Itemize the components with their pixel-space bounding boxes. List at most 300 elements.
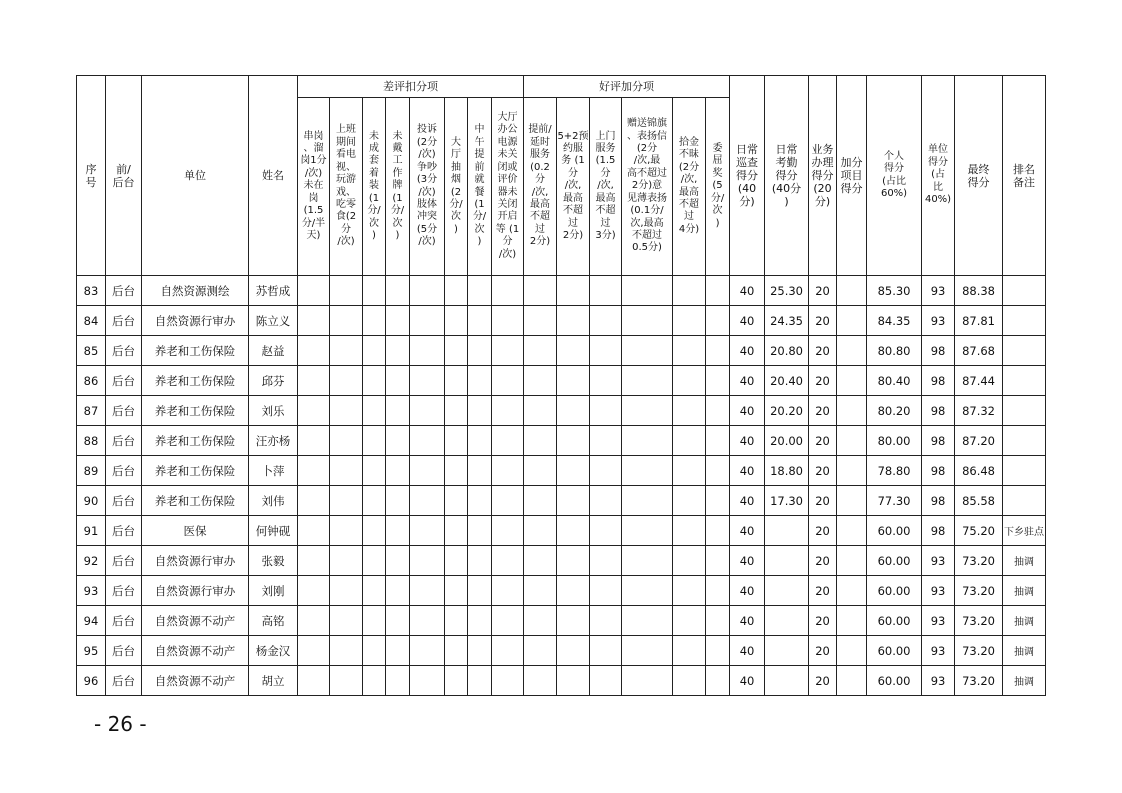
header-bonus: 加分 项目 得分: [837, 76, 867, 276]
table-row: [77, 426, 1046, 456]
empty-cell: [622, 426, 673, 456]
row-side: 后台: [106, 576, 142, 606]
row-final: 87.68: [955, 336, 1003, 366]
row-remark: 抽调: [1003, 546, 1046, 576]
row-seq: 93: [77, 576, 106, 606]
row-remark: 抽调: [1003, 666, 1046, 696]
table-row: [77, 276, 1046, 306]
empty-cell: [673, 666, 706, 696]
empty-cell: [557, 576, 590, 606]
row-personal: 85.30: [867, 276, 922, 306]
empty-cell: [622, 546, 673, 576]
row-unit: 自然资源不动产: [142, 666, 249, 696]
empty-cell: [363, 516, 386, 546]
row-name: 陈立义: [249, 306, 298, 336]
row-attendance: [765, 546, 809, 576]
empty-cell: [330, 546, 363, 576]
empty-cell: [673, 366, 706, 396]
empty-cell: [622, 456, 673, 486]
table-row: [77, 366, 1046, 396]
header-group-bad: 差评扣分项: [298, 76, 524, 98]
row-patrol: 40: [730, 666, 765, 696]
empty-cell: [673, 396, 706, 426]
row-remark: 抽调: [1003, 576, 1046, 606]
row-side: 后台: [106, 366, 142, 396]
empty-cell: [363, 546, 386, 576]
row-final: 73.20: [955, 666, 1003, 696]
row-name: 苏哲成: [249, 276, 298, 306]
empty-cell: [673, 276, 706, 306]
row-name: 杨金汉: [249, 636, 298, 666]
row-unit-score: 98: [922, 366, 955, 396]
empty-cell: [557, 276, 590, 306]
header-bad-item: 上班 期间 看电 视、 玩游 戏、 吃零 食(2 分 /次): [330, 98, 363, 276]
empty-cell: [468, 606, 492, 636]
row-remark: 下乡驻点: [1003, 516, 1046, 546]
header-patrol: 日常 巡查 得分 (40 分): [730, 76, 765, 276]
empty-cell: [410, 366, 445, 396]
empty-cell: [445, 486, 468, 516]
empty-cell: [468, 366, 492, 396]
empty-cell: [445, 606, 468, 636]
empty-cell: [622, 636, 673, 666]
row-business: 20: [809, 336, 837, 366]
empty-cell: [330, 306, 363, 336]
row-patrol: 40: [730, 276, 765, 306]
row-personal: 80.80: [867, 336, 922, 366]
row-personal: 77.30: [867, 486, 922, 516]
empty-cell: [298, 426, 330, 456]
row-name: 刘乐: [249, 396, 298, 426]
row-name: 刘伟: [249, 486, 298, 516]
header-business: 业务 办理 得分 (20 分): [809, 76, 837, 276]
empty-cell: [330, 366, 363, 396]
row-final: 87.32: [955, 396, 1003, 426]
empty-cell: [386, 636, 410, 666]
row-patrol: 40: [730, 426, 765, 456]
row-unit-score: 98: [922, 486, 955, 516]
empty-cell: [386, 486, 410, 516]
empty-cell: [468, 666, 492, 696]
header-bad-item: 未 成 套 着 装 (1 分/ 次 ): [363, 98, 386, 276]
empty-cell: [330, 426, 363, 456]
empty-cell: [410, 456, 445, 486]
empty-cell: [330, 486, 363, 516]
empty-cell: [298, 576, 330, 606]
empty-cell: [837, 306, 867, 336]
empty-cell: [622, 336, 673, 366]
empty-cell: [445, 666, 468, 696]
row-name: 赵益: [249, 336, 298, 366]
table-row: [77, 606, 1046, 636]
empty-cell: [622, 276, 673, 306]
empty-cell: [673, 636, 706, 666]
row-business: 20: [809, 366, 837, 396]
empty-cell: [468, 516, 492, 546]
row-side: 后台: [106, 276, 142, 306]
empty-cell: [706, 276, 730, 306]
empty-cell: [706, 516, 730, 546]
row-name: 汪亦杨: [249, 426, 298, 456]
header-bad-item: 串岗 、溜 岗1分 /次) 未在 岗 (1.5 分/半 天): [298, 98, 330, 276]
row-unit: 自然资源行审办: [142, 306, 249, 336]
row-personal: 60.00: [867, 546, 922, 576]
row-final: 73.20: [955, 636, 1003, 666]
row-attendance: 18.80: [765, 456, 809, 486]
empty-cell: [492, 366, 524, 396]
empty-cell: [590, 606, 622, 636]
empty-cell: [524, 456, 557, 486]
empty-cell: [410, 576, 445, 606]
row-side: 后台: [106, 336, 142, 366]
row-final: 73.20: [955, 546, 1003, 576]
empty-cell: [673, 456, 706, 486]
empty-cell: [330, 516, 363, 546]
row-unit: 自然资源不动产: [142, 606, 249, 636]
empty-cell: [673, 546, 706, 576]
empty-cell: [524, 576, 557, 606]
empty-cell: [557, 456, 590, 486]
empty-cell: [837, 486, 867, 516]
row-business: 20: [809, 306, 837, 336]
empty-cell: [386, 276, 410, 306]
empty-cell: [837, 366, 867, 396]
row-unit-score: 93: [922, 666, 955, 696]
header-group-good: 好评加分项: [524, 76, 730, 98]
empty-cell: [330, 666, 363, 696]
row-name: 邱芬: [249, 366, 298, 396]
empty-cell: [386, 336, 410, 366]
empty-cell: [622, 576, 673, 606]
row-personal: 60.00: [867, 636, 922, 666]
empty-cell: [673, 426, 706, 456]
empty-cell: [298, 516, 330, 546]
row-final: 75.20: [955, 516, 1003, 546]
page-number: - 26 -: [94, 712, 147, 736]
empty-cell: [492, 486, 524, 516]
empty-cell: [410, 336, 445, 366]
row-seq: 95: [77, 636, 106, 666]
header-attendance: 日常 考勤 得分 (40分 ): [765, 76, 809, 276]
header-good-item: 提前/ 延时 服务 (0.2 分 /次, 最高 不超 过 2分): [524, 98, 557, 276]
empty-cell: [330, 636, 363, 666]
row-business: 20: [809, 276, 837, 306]
row-business: 20: [809, 546, 837, 576]
row-final: 87.20: [955, 426, 1003, 456]
empty-cell: [837, 606, 867, 636]
empty-cell: [837, 426, 867, 456]
row-unit-score: 93: [922, 636, 955, 666]
empty-cell: [706, 636, 730, 666]
empty-cell: [363, 276, 386, 306]
empty-cell: [363, 606, 386, 636]
row-unit: 养老和工伤保险: [142, 396, 249, 426]
row-personal: 60.00: [867, 666, 922, 696]
empty-cell: [590, 666, 622, 696]
row-remark: 抽调: [1003, 636, 1046, 666]
empty-cell: [590, 516, 622, 546]
row-patrol: 40: [730, 396, 765, 426]
empty-cell: [468, 276, 492, 306]
empty-cell: [468, 306, 492, 336]
row-business: 20: [809, 576, 837, 606]
header-good-item: 5+2预 约服 务 (1 分 /次, 最高 不超 过 2分): [557, 98, 590, 276]
empty-cell: [363, 366, 386, 396]
row-remark: [1003, 486, 1046, 516]
row-business: 20: [809, 516, 837, 546]
empty-cell: [524, 546, 557, 576]
header-seq: 序 号: [77, 76, 106, 276]
empty-cell: [524, 306, 557, 336]
row-unit: 养老和工伤保险: [142, 366, 249, 396]
empty-cell: [492, 576, 524, 606]
header-bad-item: 投诉 (2分 /次) 争吵 (3分 /次) 肢体 冲突 (5分 /次): [410, 98, 445, 276]
empty-cell: [386, 606, 410, 636]
row-patrol: 40: [730, 576, 765, 606]
empty-cell: [298, 546, 330, 576]
empty-cell: [837, 546, 867, 576]
row-remark: [1003, 366, 1046, 396]
row-unit: 自然资源行审办: [142, 546, 249, 576]
row-final: 85.58: [955, 486, 1003, 516]
empty-cell: [363, 636, 386, 666]
empty-cell: [837, 396, 867, 426]
row-business: 20: [809, 636, 837, 666]
empty-cell: [557, 426, 590, 456]
empty-cell: [590, 636, 622, 666]
empty-cell: [330, 396, 363, 426]
empty-cell: [706, 336, 730, 366]
row-attendance: [765, 636, 809, 666]
empty-cell: [410, 426, 445, 456]
table-row: [77, 666, 1046, 696]
empty-cell: [492, 456, 524, 486]
empty-cell: [386, 396, 410, 426]
empty-cell: [445, 336, 468, 366]
header-good-item: 上门 服务 (1.5 分 /次, 最高 不超 过 3分): [590, 98, 622, 276]
empty-cell: [445, 396, 468, 426]
row-unit: 养老和工伤保险: [142, 456, 249, 486]
empty-cell: [524, 666, 557, 696]
header-bad-item: 未 戴 工 作 牌 (1 分/ 次 ): [386, 98, 410, 276]
table-row: [77, 396, 1046, 426]
row-patrol: 40: [730, 486, 765, 516]
empty-cell: [706, 306, 730, 336]
empty-cell: [673, 516, 706, 546]
empty-cell: [386, 306, 410, 336]
row-patrol: 40: [730, 456, 765, 486]
empty-cell: [330, 336, 363, 366]
row-unit-score: 93: [922, 276, 955, 306]
empty-cell: [557, 306, 590, 336]
row-remark: [1003, 456, 1046, 486]
row-unit-score: 98: [922, 426, 955, 456]
table-row: [77, 516, 1046, 546]
empty-cell: [557, 546, 590, 576]
empty-cell: [298, 486, 330, 516]
row-unit-score: 98: [922, 336, 955, 366]
empty-cell: [492, 546, 524, 576]
empty-cell: [298, 306, 330, 336]
row-patrol: 40: [730, 636, 765, 666]
row-unit: 自然资源行审办: [142, 576, 249, 606]
row-unit: 养老和工伤保险: [142, 336, 249, 366]
empty-cell: [386, 456, 410, 486]
empty-cell: [410, 666, 445, 696]
row-personal: 78.80: [867, 456, 922, 486]
row-seq: 87: [77, 396, 106, 426]
empty-cell: [590, 576, 622, 606]
empty-cell: [622, 366, 673, 396]
empty-cell: [524, 366, 557, 396]
empty-cell: [468, 426, 492, 456]
empty-cell: [622, 666, 673, 696]
row-unit-score: 93: [922, 576, 955, 606]
row-business: 20: [809, 396, 837, 426]
row-name: 何钟砚: [249, 516, 298, 546]
empty-cell: [622, 396, 673, 426]
empty-cell: [298, 396, 330, 426]
empty-cell: [445, 576, 468, 606]
empty-cell: [410, 486, 445, 516]
row-name: 张毅: [249, 546, 298, 576]
row-patrol: 40: [730, 336, 765, 366]
row-attendance: 25.30: [765, 276, 809, 306]
empty-cell: [706, 576, 730, 606]
empty-cell: [298, 606, 330, 636]
header-unit: 单位: [142, 76, 249, 276]
row-seq: 83: [77, 276, 106, 306]
row-attendance: 20.40: [765, 366, 809, 396]
row-unit-score: 93: [922, 306, 955, 336]
row-personal: 60.00: [867, 576, 922, 606]
row-final: 87.81: [955, 306, 1003, 336]
row-final: 87.44: [955, 366, 1003, 396]
table-row: [77, 636, 1046, 666]
empty-cell: [524, 516, 557, 546]
row-seq: 88: [77, 426, 106, 456]
header-name: 姓名: [249, 76, 298, 276]
empty-cell: [445, 516, 468, 546]
empty-cell: [622, 306, 673, 336]
header-good-item: 委 屈 奖 (5 分/ 次 ): [706, 98, 730, 276]
row-remark: [1003, 306, 1046, 336]
empty-cell: [706, 546, 730, 576]
row-seq: 85: [77, 336, 106, 366]
row-remark: [1003, 276, 1046, 306]
empty-cell: [363, 456, 386, 486]
empty-cell: [298, 366, 330, 396]
row-unit-score: 98: [922, 396, 955, 426]
empty-cell: [837, 456, 867, 486]
row-side: 后台: [106, 546, 142, 576]
row-seq: 94: [77, 606, 106, 636]
empty-cell: [298, 456, 330, 486]
empty-cell: [410, 606, 445, 636]
empty-cell: [590, 546, 622, 576]
row-seq: 90: [77, 486, 106, 516]
table-row: [77, 456, 1046, 486]
empty-cell: [837, 666, 867, 696]
row-side: 后台: [106, 606, 142, 636]
row-unit: 自然资源测绘: [142, 276, 249, 306]
row-attendance: 20.00: [765, 426, 809, 456]
empty-cell: [557, 396, 590, 426]
empty-cell: [492, 516, 524, 546]
empty-cell: [492, 426, 524, 456]
row-patrol: 40: [730, 516, 765, 546]
table-row: [77, 576, 1046, 606]
row-unit-score: 93: [922, 606, 955, 636]
header-personal: 个人 得分 (占比 60%): [867, 76, 922, 276]
empty-cell: [445, 546, 468, 576]
empty-cell: [673, 486, 706, 516]
row-unit-score: 93: [922, 546, 955, 576]
row-personal: 60.00: [867, 516, 922, 546]
empty-cell: [386, 366, 410, 396]
row-business: 20: [809, 666, 837, 696]
empty-cell: [590, 366, 622, 396]
header-remark: 排名 备注: [1003, 76, 1046, 276]
empty-cell: [837, 636, 867, 666]
row-remark: [1003, 426, 1046, 456]
row-final: 86.48: [955, 456, 1003, 486]
empty-cell: [590, 306, 622, 336]
empty-cell: [706, 666, 730, 696]
empty-cell: [468, 636, 492, 666]
row-unit: 养老和工伤保险: [142, 486, 249, 516]
row-patrol: 40: [730, 606, 765, 636]
row-remark: [1003, 336, 1046, 366]
empty-cell: [590, 276, 622, 306]
empty-cell: [590, 456, 622, 486]
empty-cell: [468, 486, 492, 516]
row-business: 20: [809, 456, 837, 486]
empty-cell: [673, 576, 706, 606]
header-unit-score: 单位 得分 (占 比 40%): [922, 76, 955, 276]
row-side: 后台: [106, 666, 142, 696]
empty-cell: [706, 606, 730, 636]
empty-cell: [468, 336, 492, 366]
empty-cell: [298, 336, 330, 366]
empty-cell: [330, 276, 363, 306]
empty-cell: [386, 576, 410, 606]
row-personal: 80.20: [867, 396, 922, 426]
row-seq: 84: [77, 306, 106, 336]
empty-cell: [386, 666, 410, 696]
empty-cell: [468, 546, 492, 576]
empty-cell: [298, 636, 330, 666]
empty-cell: [492, 306, 524, 336]
row-patrol: 40: [730, 306, 765, 336]
empty-cell: [837, 336, 867, 366]
row-final: 73.20: [955, 576, 1003, 606]
row-remark: [1003, 396, 1046, 426]
row-attendance: 20.20: [765, 396, 809, 426]
row-unit-score: 98: [922, 516, 955, 546]
row-unit: 医保: [142, 516, 249, 546]
empty-cell: [590, 486, 622, 516]
empty-cell: [557, 336, 590, 366]
empty-cell: [386, 546, 410, 576]
row-personal: 80.40: [867, 366, 922, 396]
empty-cell: [410, 546, 445, 576]
header-bad-item: 大厅 办公 电源 未关 闭或 评价 器未 关闭 开启 等 (1 分 /次): [492, 98, 524, 276]
empty-cell: [557, 666, 590, 696]
row-patrol: 40: [730, 366, 765, 396]
empty-cell: [298, 276, 330, 306]
row-business: 20: [809, 426, 837, 456]
